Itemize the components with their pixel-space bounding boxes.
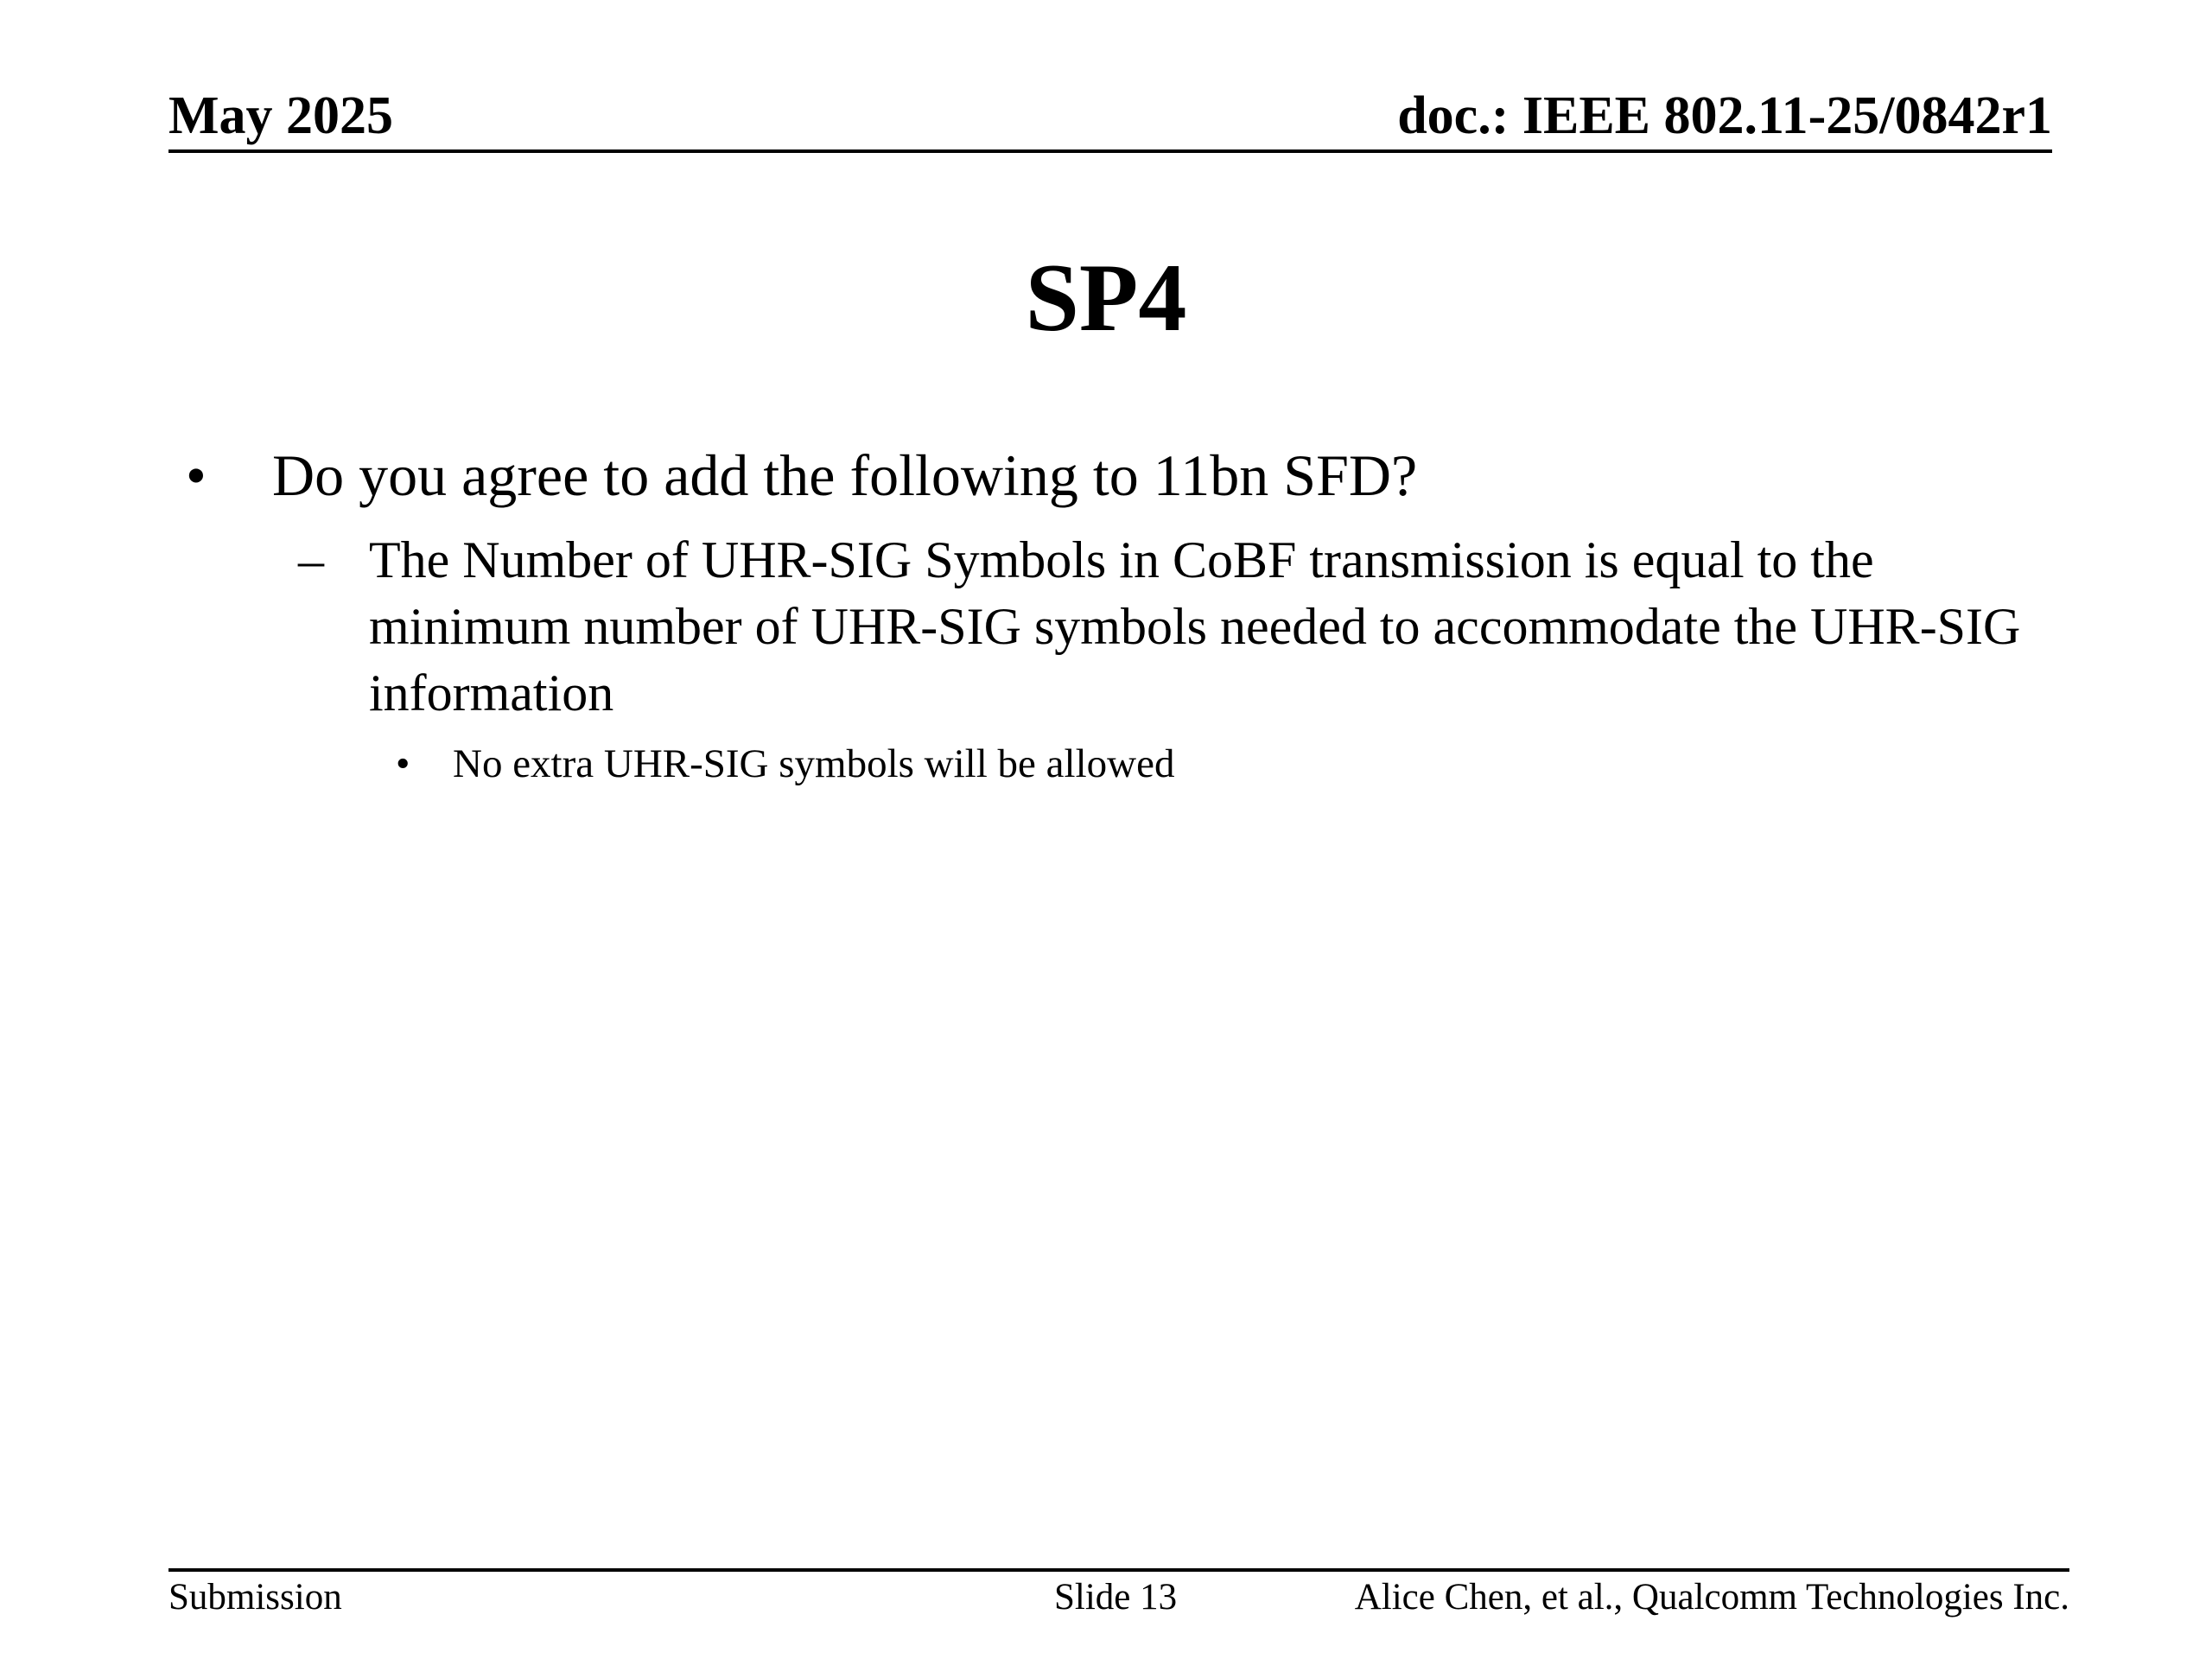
footer-authors: Alice Chen, et al., Qualcomm Technologies Inc. bbox=[1354, 1577, 2069, 1618]
footer-slide-number: Slide 13 bbox=[1054, 1577, 1178, 1618]
slide-title: SP4 bbox=[1025, 245, 1187, 352]
footer-submission: Submission bbox=[168, 1577, 342, 1618]
header-date: May 2025 bbox=[168, 86, 394, 145]
bullet-text: The Number of UHR-SIG Symbols in CoBF transmission is equal to the minimum number of UHR-SIG symbols needed to accommodate the UHR-SIG information bbox=[369, 531, 2021, 721]
bullet-text: No extra UHR-SIG symbols will be allowed bbox=[453, 741, 1175, 786]
bullet-text: Do you agree to add the following to 11bn SFD? bbox=[272, 442, 1418, 508]
slide-footer bbox=[168, 1568, 2069, 1624]
bullet-marker: • bbox=[396, 741, 410, 786]
dash-marker: – bbox=[298, 531, 324, 588]
bullet-marker: • bbox=[186, 442, 207, 508]
header-doc-number: doc.: IEEE 802.11-25/0842r1 bbox=[1397, 86, 2052, 145]
